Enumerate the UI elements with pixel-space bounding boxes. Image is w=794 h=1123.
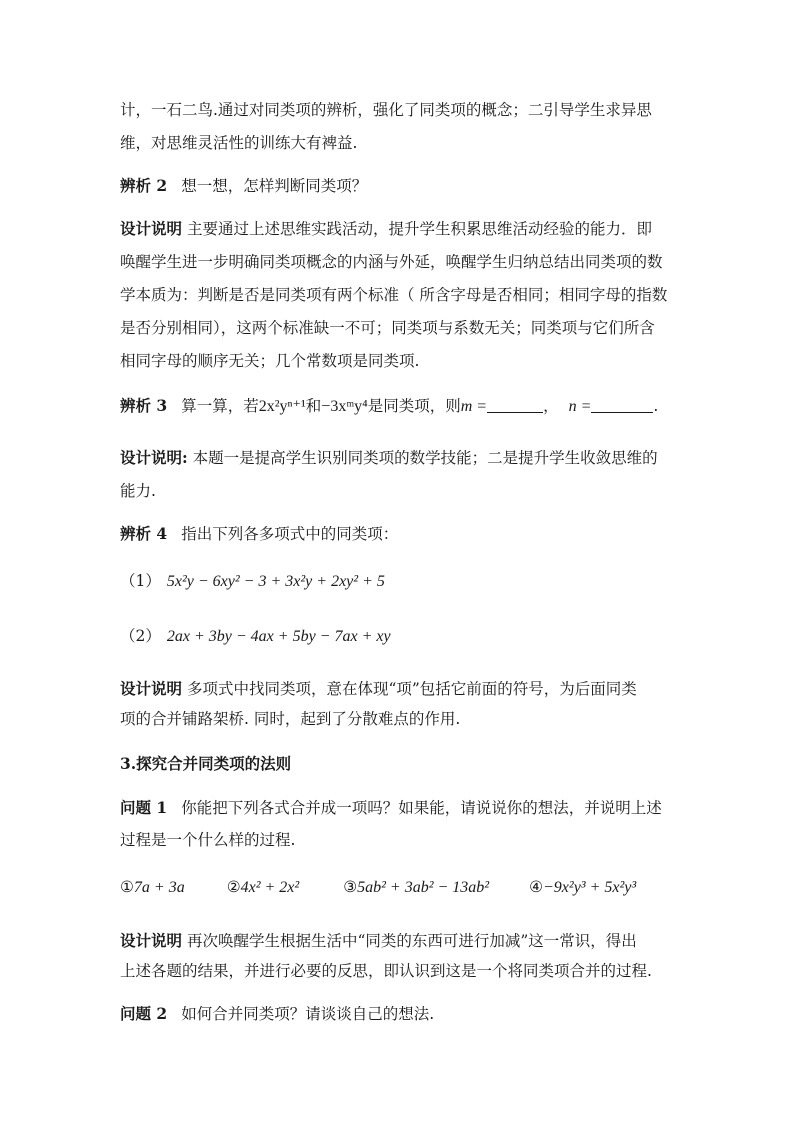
- design-note-4-line-1: 设计说明 再次唤醒学生根据生活中“同类的东西可进行加减”这一常识，得出: [120, 931, 637, 950]
- design-note-1-label: 设计说明: [120, 219, 183, 238]
- analysis-4-label: 辨析 4: [120, 524, 168, 543]
- design-note-4-label: 设计说明: [120, 931, 183, 950]
- polynomial-2-expr: 2ax + 3by − 4ax + 5by − 7ax + xy: [166, 628, 391, 645]
- design-note-3-line-2: 项的合并铺路架桥. 同时，起到了分散难点的作用.: [120, 710, 461, 728]
- design-note-1-line-1: 设计说明 主要通过上述思维实践活动，提升学生积累思维活动经验的能力．即: [120, 219, 652, 238]
- analysis-2-label: 辨析 2: [120, 176, 168, 195]
- design-note-3-label: 设计说明: [120, 679, 183, 698]
- intro-line-1: 计，一石二鸟.通过对同类项的辨析，强化了同类项的概念；二引导学生求异思: [120, 101, 652, 119]
- question-2: 问题 2 如何合并同类项？请谈谈自己的想法.: [120, 1004, 435, 1023]
- analysis-2: [120, 176, 367, 196]
- term-1: 2x²yⁿ⁺¹: [258, 398, 306, 415]
- polynomial-1: （1） 5x²y − 6xy² − 3 + 3x²y + 2xy² + 5: [120, 572, 385, 590]
- analysis-4: 辨析 4 指出下列各多项式中的同类项：: [120, 524, 399, 543]
- analysis-3-label: 辨析 3: [120, 396, 168, 415]
- design-note-1-line-2: 唤醒学生进一步明确同类项概念的内涵与外延，唤醒学生归纳总结出同类项的数: [120, 253, 663, 271]
- term-2: −3xᵐy⁴: [321, 398, 368, 415]
- expression-2: ②4x² + 2x²: [226, 878, 300, 896]
- question-1-label: 问题 1: [120, 798, 168, 817]
- question-1-line-2: 过程是一个什么样的过程.: [120, 831, 296, 849]
- expression-4: ④−9x²y³ + 5x²y³: [529, 878, 637, 896]
- expression-3: ③5ab² + 3ab² − 13ab²: [343, 878, 490, 896]
- question-2-label: 问题 2: [120, 1004, 168, 1023]
- design-note-4-line-2: 上述各题的结果，并进行必要的反思，即认识到这是一个将同类项合并的过程.: [120, 962, 652, 980]
- m-blank: [487, 398, 543, 413]
- design-note-1-line-4: 是否分别相同），这两个标准缺一不可；同类项与系数无关；同类项与它们所含: [120, 319, 655, 337]
- m-label: m =: [460, 398, 488, 415]
- design-note-2-line-2: 能力.: [120, 482, 156, 500]
- design-note-2-label: 设计说明:: [120, 448, 188, 467]
- analysis-2-text: 想一想，怎样判断同类项？: [181, 177, 368, 195]
- polynomial-2: （2） 2ax + 3by − 4ax + 5by − 7ax + xy: [120, 627, 391, 645]
- polynomial-1-expr: 5x²y − 6xy² − 3 + 3x²y + 2xy² + 5: [166, 573, 385, 590]
- n-label: n =: [568, 398, 592, 415]
- design-note-1-line-3: 学本质为：判断是否是同类项有两个标准（ 所含字母是否相同；相同字母的指数: [120, 286, 668, 304]
- design-note-3-line-1: 设计说明 多项式中找同类项，意在体现“项”包括它前面的符号，为后面同类: [120, 679, 637, 698]
- section-3-title: 3.探究合并同类项的法则: [120, 754, 292, 773]
- analysis-3: 辨析 3 算一算，若2x²yⁿ⁺¹和−3xᵐy⁴是同类项，则m = ， n = .: [120, 396, 659, 415]
- n-blank: [591, 398, 653, 413]
- intro-line-2: 维，对思维灵活性的训练大有裨益.: [120, 134, 358, 152]
- design-note-2-line-1: 设计说明: 本题一是提高学生识别同类项的数学技能；二是提升学生收敛思维的: [120, 448, 658, 467]
- design-note-1-line-5: 相同字母的顺序无关；几个常数项是同类项.: [120, 352, 420, 370]
- expression-1: ①7a + 3a: [120, 878, 185, 896]
- expressions-row: [120, 877, 636, 898]
- question-1-line-1: 问题 1 你能把下列各式合并成一项吗？如果能，请说说你的想法，并说明上述: [120, 798, 662, 817]
